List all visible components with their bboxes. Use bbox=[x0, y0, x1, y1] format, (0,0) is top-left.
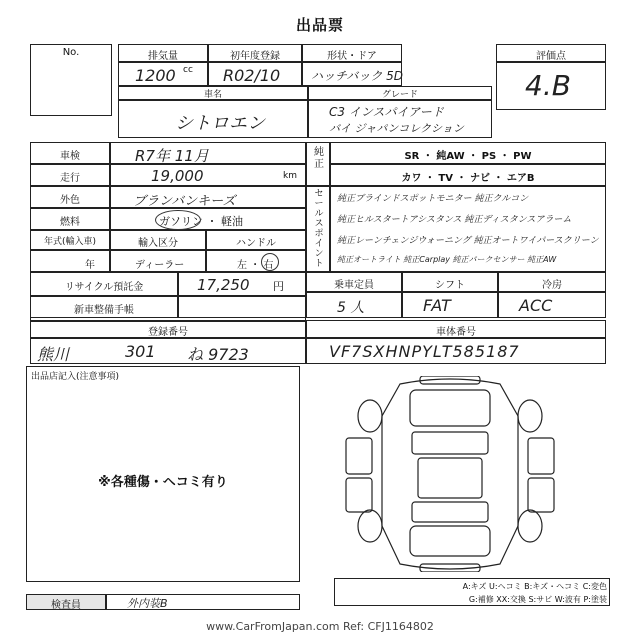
handle-selected-circle bbox=[261, 253, 279, 271]
import-class-label-cell bbox=[110, 230, 206, 250]
first-reg-label: 初年度登録 bbox=[230, 51, 280, 62]
mileage-label: 走行 bbox=[60, 173, 80, 184]
legend-box bbox=[334, 578, 610, 606]
ac-label: 冷房 bbox=[542, 280, 562, 291]
diagram-wheel-rear-right bbox=[518, 510, 542, 542]
reg-value-1: 熊川 bbox=[37, 345, 70, 364]
chassis-value: VF7SXHNPYLT585187 bbox=[329, 342, 520, 361]
shaken-value-cell bbox=[110, 142, 306, 164]
diagram-outer-body bbox=[382, 379, 518, 569]
capacity-value: 5 人 bbox=[337, 300, 365, 316]
inspector-value-cell bbox=[106, 594, 300, 610]
sales-point-label-cell bbox=[306, 186, 330, 272]
import-class-value-cell bbox=[110, 250, 206, 272]
grade-value-cell bbox=[308, 100, 492, 138]
diagram-hood bbox=[410, 390, 490, 426]
handle-label: ハンドル bbox=[236, 238, 276, 249]
new-car-value-cell bbox=[178, 296, 306, 318]
displacement-value-cell bbox=[118, 62, 208, 86]
sales-point-label: セールスポイント bbox=[314, 189, 324, 269]
new-car-label: 新車整備手帳 bbox=[74, 305, 134, 316]
car-name-label-cell bbox=[118, 86, 308, 100]
fuel-label: 燃料 bbox=[60, 217, 80, 228]
color-value: ブランバンキーズ bbox=[133, 194, 236, 209]
color-value-cell bbox=[110, 186, 306, 208]
ac-value-cell bbox=[498, 292, 606, 318]
notes-box bbox=[26, 366, 300, 582]
shape-value: ハッチバック 5D bbox=[311, 69, 403, 83]
shaken-label: 車検 bbox=[60, 151, 80, 162]
fuel-label-cell bbox=[30, 208, 110, 230]
chassis-value-cell bbox=[306, 338, 606, 364]
displacement-label: 排気量 bbox=[148, 51, 178, 62]
recycle-value: 17,250 bbox=[197, 276, 250, 294]
first-reg-label-cell bbox=[208, 44, 302, 62]
sheet-title: 出品票 bbox=[295, 16, 344, 34]
import-class-value: ディーラー bbox=[135, 260, 185, 271]
diagram-right-door-front bbox=[528, 438, 554, 474]
legend-line2: G:補修 XX:交換 S:サビ W:波有 P:塗装 bbox=[468, 595, 607, 604]
watermark: www.CarFromJapan.com Ref: CFJ1164802 bbox=[206, 620, 434, 633]
diagram-windshield bbox=[412, 432, 488, 454]
recycle-label: リサイクル預託金 bbox=[64, 282, 144, 293]
diagram-left-door-front bbox=[346, 438, 372, 474]
car-damage-diagram bbox=[340, 376, 560, 572]
diagram-left-door-rear bbox=[346, 478, 372, 512]
diagram-trunk bbox=[410, 526, 490, 556]
color-label-cell bbox=[30, 186, 110, 208]
capacity-value-cell bbox=[306, 292, 402, 318]
import-class-label: 輸入区分 bbox=[138, 238, 178, 249]
grade-value-1: C3 インスパイアード bbox=[329, 105, 444, 119]
sales-points-cell bbox=[330, 186, 606, 272]
recycle-value-cell bbox=[178, 272, 306, 296]
diagram-roof bbox=[418, 458, 482, 498]
recycle-label-cell bbox=[30, 272, 178, 296]
grade-score-label-cell bbox=[496, 44, 606, 62]
inspector-label: 検査員 bbox=[51, 600, 81, 611]
reg-value-cell bbox=[30, 338, 306, 364]
reg-label-cell bbox=[30, 320, 306, 338]
equipment-line2-cell bbox=[330, 164, 606, 186]
capacity-label: 乗車定員 bbox=[334, 280, 374, 291]
grade-label: グレード bbox=[381, 90, 418, 100]
mileage-label-cell bbox=[30, 164, 110, 186]
shape-label-cell bbox=[302, 44, 402, 62]
grade-value-2: バイ ジャパンコレクション bbox=[329, 122, 464, 135]
chassis-label-cell bbox=[306, 320, 606, 338]
equipment-line1: SR ・ 純AW ・ PS ・ PW bbox=[404, 151, 532, 162]
new-car-label-cell bbox=[30, 296, 178, 318]
sales-point-3: 純正レーンチェンジウォーニング 純正オートワイパースクリーン bbox=[337, 236, 599, 246]
capacity-label-cell bbox=[306, 272, 402, 292]
car-name-label: 車名 bbox=[203, 90, 222, 100]
handle-value: 左 ・ 右 bbox=[237, 260, 274, 271]
diagram-wheel-rear-left bbox=[358, 510, 382, 542]
shift-value-cell bbox=[402, 292, 498, 318]
handle-value-cell bbox=[206, 250, 306, 272]
diagram-right-door-rear bbox=[528, 478, 554, 512]
shape-label: 形状・ドア bbox=[327, 51, 377, 62]
mileage-unit: km bbox=[283, 171, 297, 181]
shift-label: シフト bbox=[435, 280, 465, 291]
reg-value-2: 301 bbox=[125, 342, 156, 361]
shift-label-cell bbox=[402, 272, 498, 292]
genuine-label-cell bbox=[306, 142, 330, 186]
shaken-value: R7年 11月 bbox=[135, 147, 209, 165]
sales-point-2: 純正ヒルスタートアシスタンス 純正ディスタンスアラーム bbox=[337, 215, 572, 225]
equipment-line2: カワ ・ TV ・ ナビ ・ エアB bbox=[401, 173, 535, 184]
displacement-label-cell bbox=[118, 44, 208, 62]
chassis-label: 車体番号 bbox=[436, 327, 476, 338]
diagram-wheel-front-right bbox=[518, 400, 542, 432]
grade-score-value: 4.B bbox=[525, 69, 571, 102]
color-label: 外色 bbox=[60, 195, 80, 206]
inspector-label-cell bbox=[26, 594, 106, 610]
diagram-rear-window bbox=[412, 502, 488, 522]
number-label: No. bbox=[62, 47, 80, 58]
car-name-value: シトロエン bbox=[175, 113, 265, 134]
year-unit: 年 bbox=[85, 260, 95, 271]
notes-body: ※各種傷・ヘコミ有り bbox=[98, 475, 228, 490]
sales-point-1: 純正ブラインドスポットモニター 純正クルコン bbox=[337, 194, 529, 204]
reg-value-3: ね 9723 bbox=[187, 345, 249, 364]
genuine-label: 純正 bbox=[314, 147, 324, 170]
fuel-value-cell bbox=[110, 208, 306, 230]
sales-point-4: 純正オートライト 純正Carplay 純正パークセンサー 純正AW bbox=[337, 255, 557, 264]
notes-header: 出品店記入(注意事項) bbox=[31, 372, 120, 382]
mileage-value: 19,000 bbox=[151, 167, 204, 185]
reg-label: 登録番号 bbox=[148, 327, 188, 338]
inspector-value: 外内装B bbox=[127, 597, 168, 610]
handle-label-cell bbox=[206, 230, 306, 250]
car-name-value-cell bbox=[118, 100, 308, 138]
first-reg-value-cell bbox=[208, 62, 302, 86]
ac-label-cell bbox=[498, 272, 606, 292]
fuel-value: ガソリン ・ 軽油 bbox=[159, 215, 243, 228]
mileage-value-cell bbox=[110, 164, 306, 186]
fuel-selected-circle bbox=[155, 210, 201, 230]
grade-score-value-cell bbox=[496, 62, 606, 110]
import-year-value-cell bbox=[30, 250, 110, 272]
import-year-label-cell bbox=[30, 230, 110, 250]
legend-line1: A:キズ U:ヘコミ B:キズ・ヘコミ C:変色 bbox=[462, 582, 607, 591]
grade-score-label: 評価点 bbox=[536, 51, 566, 62]
recycle-unit: 円 bbox=[273, 280, 284, 293]
diagram-wheel-front-left bbox=[358, 400, 382, 432]
shaken-label-cell bbox=[30, 142, 110, 164]
number-cell bbox=[30, 44, 112, 116]
shape-value-cell bbox=[302, 62, 402, 86]
displacement-unit: cc bbox=[183, 65, 193, 75]
displacement-value: 1200 bbox=[135, 66, 176, 85]
ac-value: ACC bbox=[519, 296, 553, 315]
grade-label-cell bbox=[308, 86, 492, 100]
import-year-label: 年式(輸入車) bbox=[43, 237, 97, 247]
first-reg-value: R02/10 bbox=[223, 66, 281, 85]
shift-value: FAT bbox=[423, 296, 451, 315]
equipment-line1-cell bbox=[330, 142, 606, 164]
